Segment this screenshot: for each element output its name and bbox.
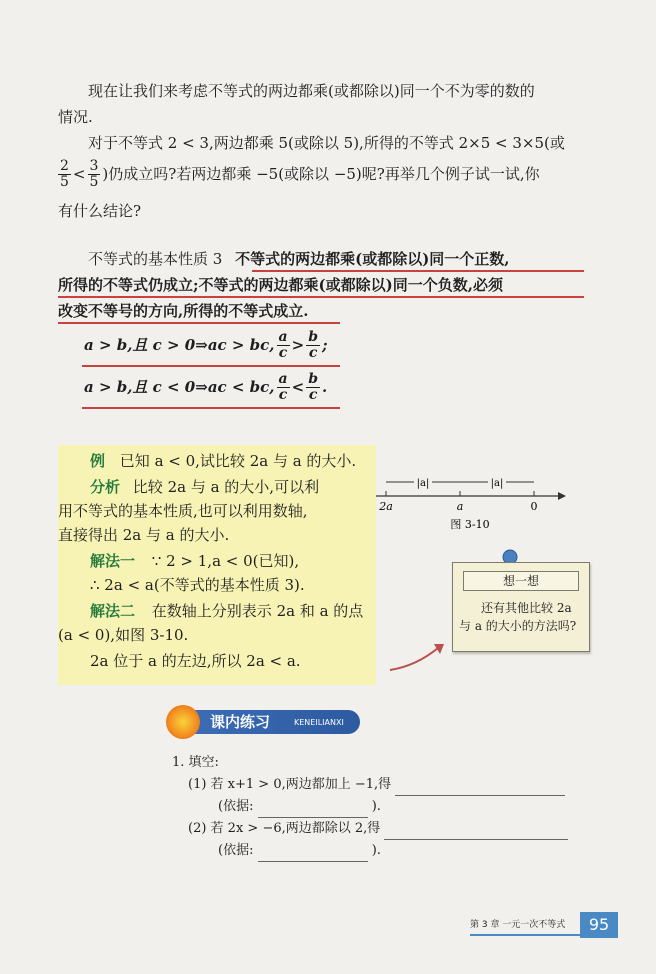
segment-label-1: |a|: [416, 478, 430, 489]
basis-line-1a: (依据: ).: [218, 796, 381, 818]
think-box: [452, 562, 590, 652]
curved-arrow-icon: [388, 640, 448, 674]
banner-title: 课内练习: [210, 713, 271, 731]
basis-field-1a[interactable]: [258, 801, 368, 818]
solution-2-line-1: 解法二 在数轴上分别表示 2a 和 a 的点: [90, 602, 364, 620]
number-line-figure: [370, 472, 570, 532]
solution-2-line-2: (a < 0),如图 3-10.: [58, 626, 189, 644]
fraction-3-5: $\frac{3}{5}$: [89, 157, 99, 190]
formula-positive: a > b,且 c > 0⇒ac > bc, $\frac{a}{c}$ > $\frac{b}{c}$ ;: [84, 328, 328, 361]
exercise-q1: 1. 填空:: [172, 755, 219, 770]
solution-1-label: 解法一: [90, 552, 136, 570]
solution-1-line-2: ∴ 2a < a(不等式的基本性质 3).: [90, 576, 305, 594]
solution-2-line-3: 2a 位于 a 的左边,所以 2a < a.: [90, 652, 301, 670]
analysis-label: 分析: [90, 478, 121, 496]
property-line-1: [88, 248, 510, 270]
intro-line-4-text: )仍成立吗?若两边都乘 −5(或除以 −5)呢?再举几个例子试一试,你: [102, 165, 540, 183]
intro-line-3: 对于不等式 2 < 3,两边都乘 5(或除以 5),所得的不等式 2×5 < 3×5(或: [88, 134, 565, 152]
intro-line-2: 情况.: [58, 108, 93, 126]
intro-line-4: [56, 156, 540, 192]
less-than-sign: <: [72, 165, 86, 183]
example-line: [90, 450, 356, 472]
basis-field-1b[interactable]: [258, 845, 368, 862]
label-2a: 2a: [379, 500, 393, 513]
banner-subtitle: KENEILIANXI: [294, 718, 344, 727]
footer-rule: [470, 934, 580, 936]
analysis-line-1: 分析 比较 2a 与 a 的大小,可以利: [90, 478, 320, 496]
fraction-2-5: $\frac{2}{5}$: [60, 157, 69, 190]
example-text: 已知 a < 0,试比较 2a 与 a 的大小.: [119, 452, 357, 470]
analysis-line-3: 直接得出 2a 与 a 的大小.: [58, 526, 230, 544]
exercise-q1b: (2) 若 2x > −6,两边都除以 2,得: [188, 818, 568, 840]
basis-line-1b: (依据: ).: [218, 840, 381, 862]
intro-line-1: 现在让我们来考虑不等式的两边都乘(或都除以)同一个不为零的数的: [88, 82, 535, 100]
underline-formula-2: [82, 407, 340, 409]
answer-field-1b[interactable]: [384, 823, 568, 840]
underline-1: [252, 270, 584, 272]
chapter-label: 第 3 章 一元一次不等式: [470, 920, 566, 930]
segment-label-2: |a|: [490, 478, 504, 489]
formula-negative: a > b,且 c < 0⇒ac < bc, $\frac{a}{c}$ < $\frac{b}{c}$ .: [84, 370, 328, 403]
label-a: a: [456, 500, 464, 513]
label-0: 0: [530, 500, 538, 513]
answer-field-1a[interactable]: [395, 779, 565, 796]
example-label: 例: [90, 452, 106, 470]
analysis-line-2: 用不等式的基本性质,也可以利用数轴,: [58, 502, 308, 520]
exercise-q1a: (1) 若 x+1 > 0,两边都加上 −1,得: [188, 774, 565, 796]
figure-caption: 图 3-10: [450, 518, 490, 531]
underline-2: [58, 296, 584, 298]
underline-3: [58, 322, 340, 324]
think-title: 想一想: [463, 571, 579, 591]
banner-star-icon: [166, 705, 200, 739]
page-number: 95: [580, 912, 618, 938]
property-line-2: 所得的不等式仍成立;不等式的两边都乘(或都除以)同一个负数,必须: [58, 276, 503, 294]
property-bold-1: 不等式的两边都乘(或都除以)同一个正数,: [235, 250, 510, 268]
intro-line-5: 有什么结论?: [58, 202, 142, 220]
axis-arrow-icon: [558, 492, 566, 500]
think-body: 还有其他比较 2a 与 a 的大小的方法吗?: [459, 601, 577, 633]
solution-2-label: 解法二: [90, 602, 136, 620]
property-prefix: 不等式的基本性质 3: [88, 250, 223, 268]
underline-formula-1: [82, 365, 340, 367]
solution-1-line-1: 解法一 ∵ 2 > 1,a < 0(已知),: [90, 552, 300, 570]
property-line-3: 改变不等号的方向,所得的不等式成立.: [58, 302, 309, 320]
